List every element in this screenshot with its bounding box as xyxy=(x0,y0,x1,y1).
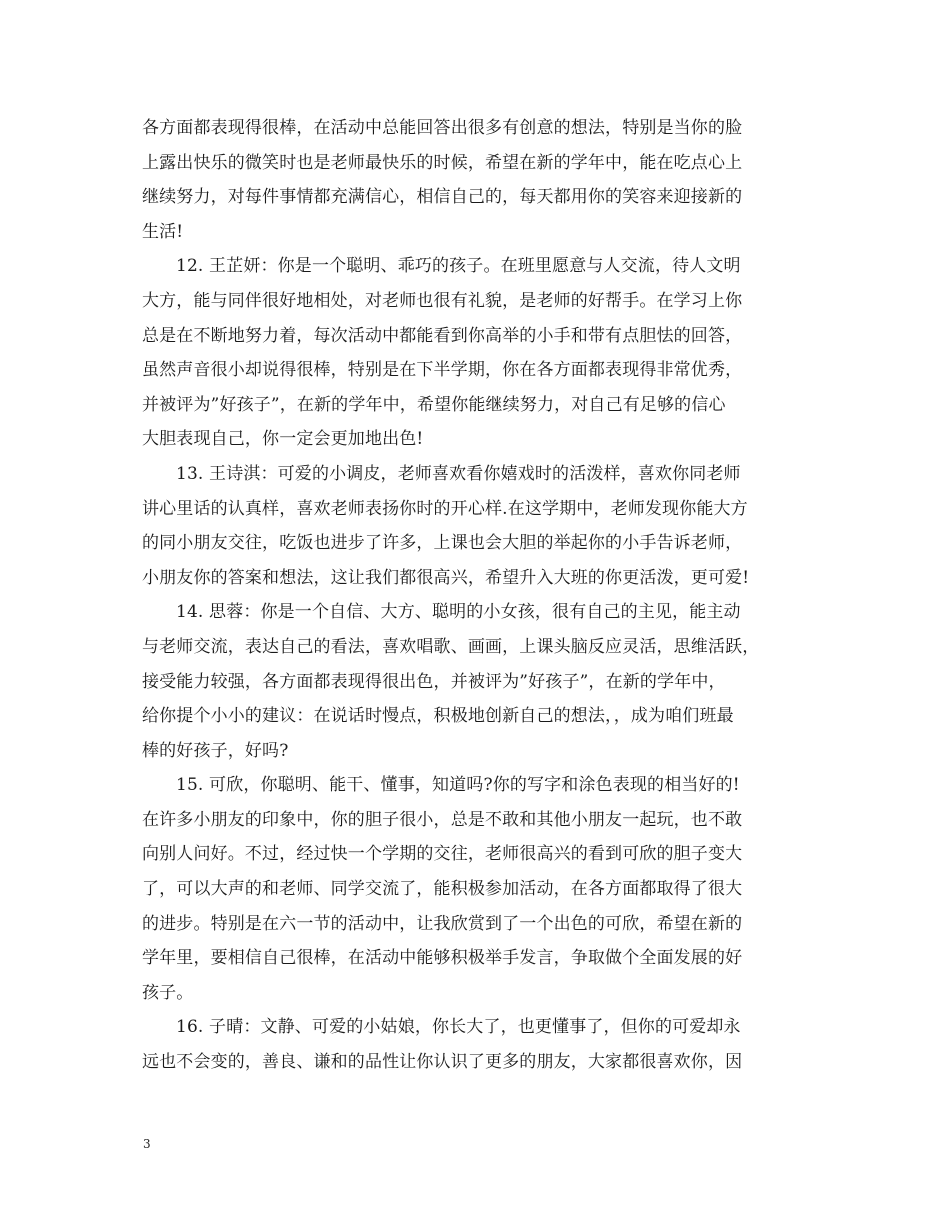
text-line: 棒的好孩子，好吗? xyxy=(142,740,289,761)
text-line: 生活! xyxy=(142,221,184,242)
page-number: 3 xyxy=(143,1137,151,1151)
text-line: 15. 可欣，你聪明、能干、懂事，知道吗?你的写字和涂色表现的相当好的! xyxy=(176,775,740,796)
text-line: 13. 王诗淇：可爱的小调皮，老师喜欢看你嬉戏时的活泼样，喜欢你同老师 xyxy=(176,463,741,484)
text-line: 远也不会变的，善良、谦和的品性让你认识了更多的朋友，大家都很喜欢你，因 xyxy=(142,1052,743,1073)
text-line: 学年里，要相信自己很棒，在活动中能够积极举手发言，争取做个全面发展的好 xyxy=(142,948,743,969)
text-line: 了，可以大声的和老师、同学交流了，能积极参加活动，在各方面都取得了很大 xyxy=(142,879,743,900)
text-line: 总是在不断地努力着，每次活动中都能看到你高举的小手和带有点胆怯的回答， xyxy=(142,325,743,346)
text-line: 小朋友你的答案和想法，这让我们都很高兴，希望升入大班的你更活泼，更可爱! xyxy=(142,567,750,588)
text-line: 在许多小朋友的印象中，你的胆子很小，总是不敢和其他小朋友一起玩，也不敢 xyxy=(142,809,743,830)
text-line: 孩子。 xyxy=(142,982,194,1003)
text-line: 大胆表现自己，你一定会更加地出色! xyxy=(142,429,424,450)
text-line: 虽然声音很小却说得很棒，特别是在下半学期，你在各方面都表现得非常优秀， xyxy=(142,360,743,381)
text-line: 的进步。特别是在六一节的活动中，让我欣赏到了一个出色的可欣，希望在新的 xyxy=(142,913,743,934)
text-line: 讲心里话的认真样，喜欢老师表扬你时的开心样.在这学期中，老师发现你能大方 xyxy=(142,498,748,519)
text-line: 给你提个小小的建议：在说话时慢点，积极地创新自己的想法，，成为咱们班最 xyxy=(142,706,734,727)
text-line: 并被评为”好孩子”，在新的学年中，希望你能继续努力，对自己有足够的信心 xyxy=(142,394,726,415)
text-line: 12. 王芷妍：你是一个聪明、乖巧的孩子。在班里愿意与人交流，待人文明 xyxy=(176,256,741,277)
text-line: 各方面都表现得很棒，在活动中总能回答出很多有创意的想法，特别是当你的脸 xyxy=(142,118,743,138)
text-line: 16. 子晴：文静、可爱的小姑娘，你长大了，也更懂事了，但你的可爱却永 xyxy=(176,1017,741,1038)
text-line: 的同小朋友交往，吃饭也进步了许多，上课也会大胆的举起你的小手告诉老师， xyxy=(142,533,743,554)
text-line: 上露出快乐的微笑时也是老师最快乐的时候，希望在新的学年中，能在吃点心上 xyxy=(142,152,743,173)
text-line: 接受能力较强，各方面都表现得很出色，并被评为”好孩子”，在新的学年中， xyxy=(142,671,726,692)
text-line: 14. 思蓉：你是一个自信、大方、聪明的小女孩，很有自己的主见，能主动 xyxy=(176,602,741,623)
text-line: 向别人问好。不过，经过快一个学期的交往，老师很高兴的看到可欣的胆子变大 xyxy=(142,844,743,865)
text-line: 大方，能与同伴很好地相处，对老师也很有礼貌，是老师的好帮手。在学习上你 xyxy=(142,290,743,311)
body-text xyxy=(142,111,812,1080)
text-line: 与老师交流，表达自己的看法，喜欢唱歌、画画，上课头脑反应灵活，思维活跃， xyxy=(142,636,760,657)
text-line: 继续努力，对每件事情都充满信心，相信自己的，每天都用你的笑容来迎接新的 xyxy=(142,187,743,208)
